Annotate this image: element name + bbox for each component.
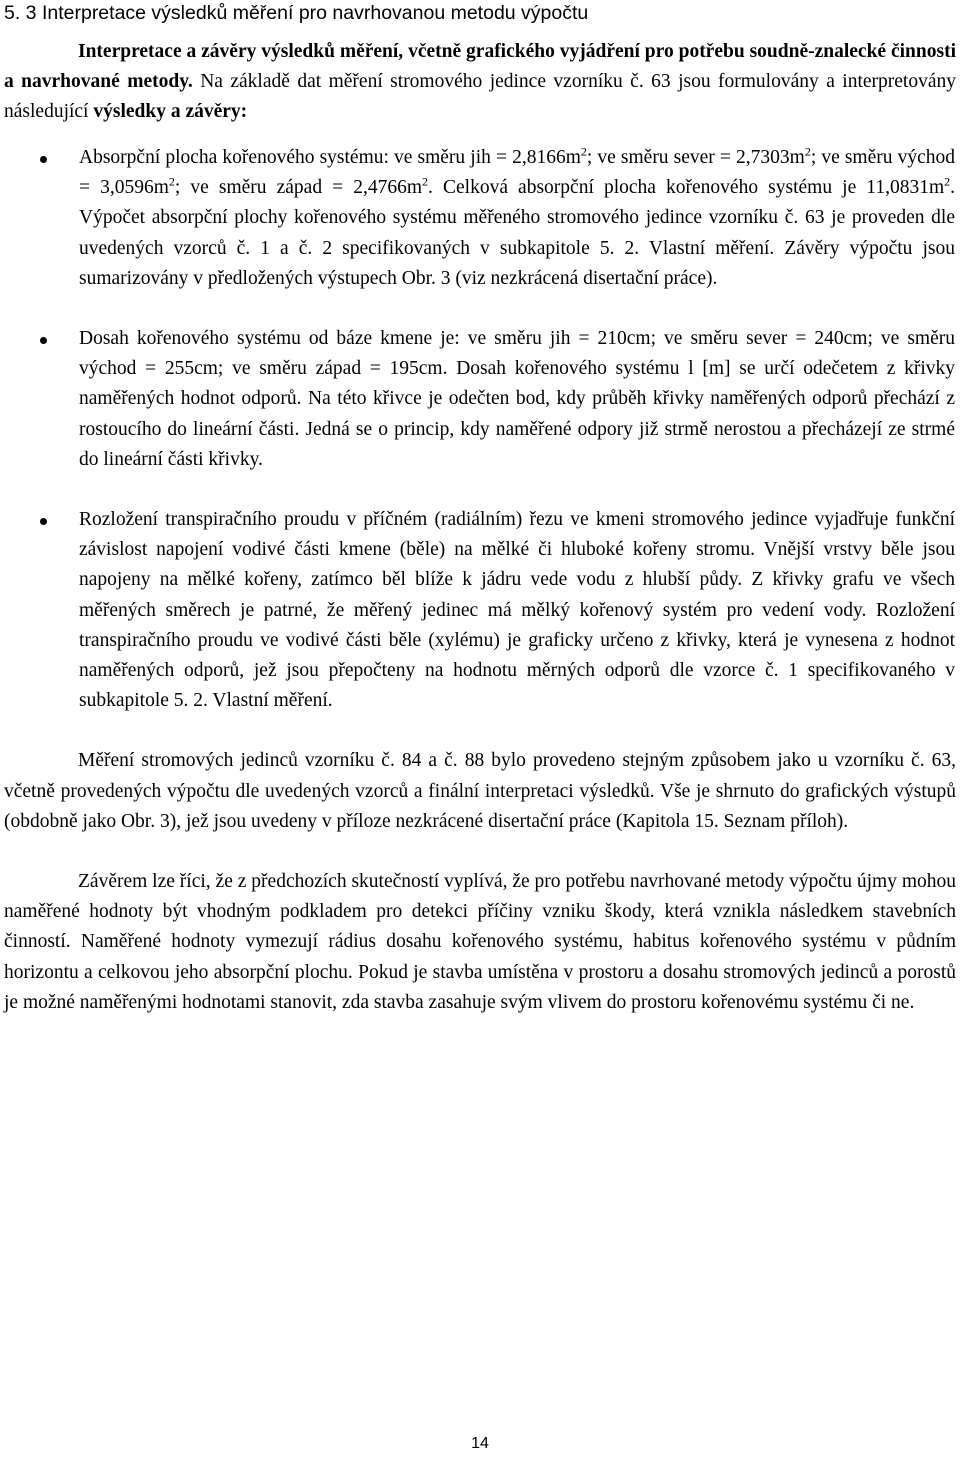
absorption-text-method: . Výpočet absorpční plochy kořenového systému měřeného stromového jedince vzorníku č. 63 je proveden dle uvedených vzorců č. 1 a č. 2 specifikovaných v subkapitole 5. 2. Vlastní měření. Závěry výpočtu jsou sumarizovány v předložených výstupech Obr. 3 (viz nezkrácená disertační práce). bbox=[79, 177, 955, 289]
superscript: 2 bbox=[422, 174, 429, 189]
superscript: 2 bbox=[580, 144, 587, 159]
list-item-root-reach bbox=[0, 324, 955, 475]
section-number: 5. 3 bbox=[4, 2, 37, 24]
transpiration-text: Rozložení transpiračního proudu v příčném (radiálním) řezu ve kmeni stromového jedince vyjadřuje funkční závislost napojení vodivé části kmene (běle) na mělké či hluboké kořeny stromu. Vnější vrstvy běle jsou napojeny na mělké kořeny, zatímco běl blíže k jádru vede vodu z hlubší půdy. Z křivky grafu ve všech měřených směrech je patrné, že měřený jedinec má mělký kořenový systém pro vedení vody. Rozložení transpiračního proudu ve vodivé části běle (xylému) je graficky určeno z křivky, která je vynesena z hodnot naměřených odporů, jež jsou přepočteny na hodnotu měrných odporů dle vzorce č. 1 specifikovaného v subkapitole 5. 2. Vlastní měření. bbox=[79, 509, 955, 712]
intro-paragraph bbox=[4, 37, 956, 128]
absorption-text-north: ; ve směru sever = 2,7303m bbox=[586, 147, 805, 168]
page-number: 14 bbox=[471, 1435, 489, 1452]
section-heading bbox=[4, 0, 588, 26]
list-item-absorption-area bbox=[0, 143, 955, 294]
bullet-icon bbox=[40, 156, 47, 163]
absorption-text-south: Absorpční plocha kořenového systému: ve směru jih = 2,8166m bbox=[79, 147, 581, 168]
bullet-icon bbox=[40, 337, 47, 344]
bullet-icon bbox=[40, 518, 47, 525]
absorption-text-east: ; ve směru východ = 3,0596m bbox=[79, 147, 956, 199]
superscript: 2 bbox=[804, 144, 811, 159]
intro-bold-lead: Interpretace a závěry výsledků měření, včetně grafického vyjádření pro potřebu soudně-znalecké činnosti a navrhované metody. bbox=[4, 41, 956, 93]
results-list bbox=[0, 143, 960, 1048]
section-title: Interpretace výsledků měření pro navrhovanou metodu výpočtu bbox=[41, 2, 589, 24]
superscript: 2 bbox=[168, 174, 175, 189]
absorption-text-total: . Celková absorpční plocha kořenového systému je 11,0831m bbox=[428, 177, 945, 199]
root-reach-text: Dosah kořenového systému od báze kmene je: ve směru jih = 210cm; ve směru sever = 240cm; ve směru východ = 255cm; ve směru západ = 195cm. Dosah kořenového systému l [m] se určí odečetem z křivky naměřených hodnot odporů. Na této křivce je odečten bod, kdy průběh křivky naměřených odporů přechází z rostoucího do lineární části. Jedná se o princip, kdy naměřené odpory již strmě nerostou a přecházejí ze strmé do lineární části křivky. bbox=[79, 328, 955, 470]
intro-text: Na základě dat měření stromového jedince vzorníku č. 63 jsou formulovány a interpretovány následující bbox=[4, 71, 956, 123]
paragraph-other-samples: Měření stromových jedinců vzorníku č. 84 a č. 88 bylo provedeno stejným způsobem jako u vzorníku č. 63, včetně provedených výpočtu dle uvedených vzorců a finální interpretaci výsledků. Vše je shrnuto do grafických výstupů (obdobně jako Obr. 3), jež jsou uvedeny v příloze nezkrácené disertační práce (Kapitola 15. Seznam příloh). bbox=[4, 750, 956, 832]
paragraph-conclusion: Závěrem lze říci, že z předchozích skutečností vyplívá, že pro potřebu navrhované metody výpočtu újmy mohou naměřené hodnoty být vhodným podkladem pro detekci příčiny vzniku škody, která vznikla následkem stavebních činností. Naměřené hodnoty vymezují rádius dosahu kořenového systému, habitus kořenového systému v půdním horizontu a celkovou jeho absorpční plochu. Pokud je stavba umístěna v prostoru a dosahu stromových jedinců a porostů je možné naměřenými hodnotami stanovit, zda stavba zasahuje svým vlivem do prostoru kořenovému systému či ne. bbox=[4, 871, 956, 1013]
absorption-text-west: ; ve směru západ = 2,4766m bbox=[174, 177, 423, 199]
intro-bold-tail: výsledky a závěry: bbox=[93, 101, 248, 123]
superscript: 2 bbox=[944, 174, 951, 189]
list-item-transpiration bbox=[0, 505, 955, 716]
